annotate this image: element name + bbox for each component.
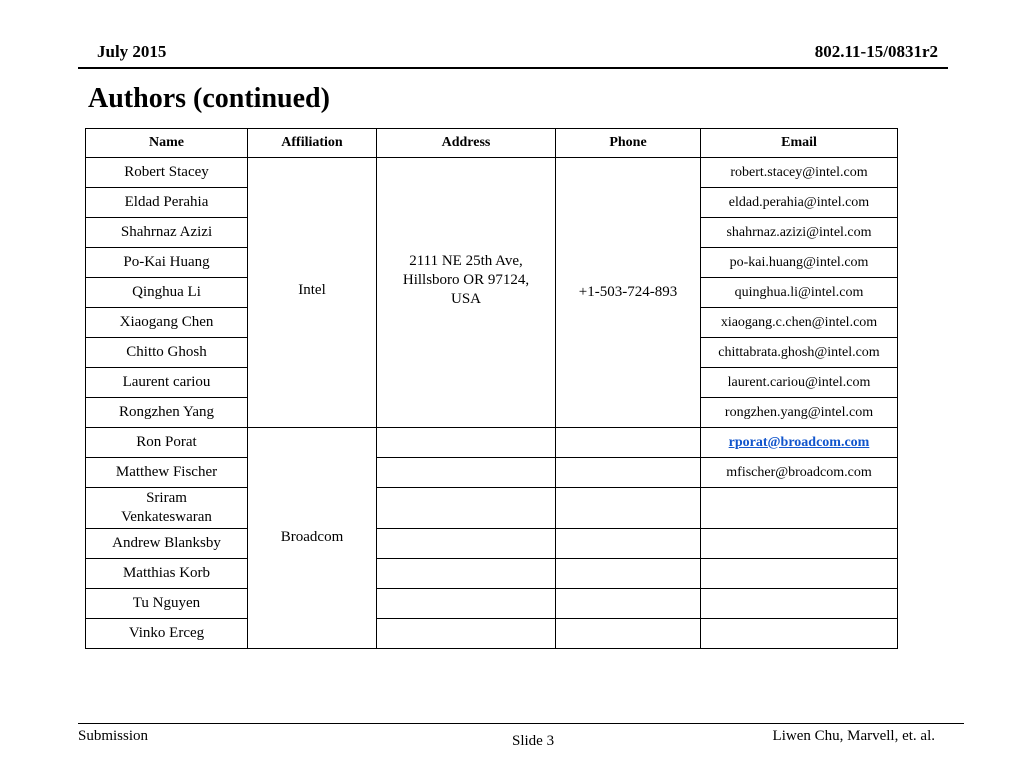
author-name: Qinghua Li (86, 278, 248, 308)
author-name: Matthias Korb (86, 559, 248, 589)
address-cell (377, 488, 556, 529)
author-name: Vinko Erceg (86, 619, 248, 649)
column-header-email: Email (701, 129, 898, 158)
table-row (86, 158, 898, 188)
author-name: Po-Kai Huang (86, 248, 248, 278)
author-email (701, 428, 898, 458)
author-name: Rongzhen Yang (86, 398, 248, 428)
table-row (86, 458, 898, 488)
author-email: robert.stacey@intel.com (701, 158, 898, 188)
phone-cell (556, 488, 701, 529)
footer-slide-number: Slide 3 (512, 733, 555, 749)
table-row (86, 488, 898, 529)
header-doc-id: 802.11-15/0831r2 (814, 42, 938, 61)
column-header-name: Name (86, 129, 248, 158)
author-email (701, 619, 898, 649)
address-intel-text: 2111 NE 25th Ave, Hillsboro OR 97124, USA (402, 252, 530, 308)
authors-table (85, 128, 898, 649)
table-row (86, 529, 898, 559)
author-name: Tu Nguyen (86, 589, 248, 619)
author-name-text: Sriram Venkateswaran (121, 489, 212, 525)
column-header-phone: Phone (556, 129, 701, 158)
phone-intel-text: +1-503-724-893 (578, 283, 678, 300)
author-email: chittabrata.ghosh@intel.com (701, 338, 898, 368)
address-cell (377, 458, 556, 488)
address-cell (377, 529, 556, 559)
address-cell (377, 428, 556, 458)
author-email: eldad.perahia@intel.com (701, 188, 898, 218)
author-name: Shahrnaz Azizi (86, 218, 248, 248)
author-email: quinghua.li@intel.com (701, 278, 898, 308)
footer-submission: Submission (78, 728, 149, 744)
column-header-affiliation: Affiliation (248, 129, 377, 158)
phone-cell (556, 458, 701, 488)
author-email (701, 529, 898, 559)
author-email: po-kai.huang@intel.com (701, 248, 898, 278)
author-name: Eldad Perahia (86, 188, 248, 218)
address-intel (377, 158, 556, 428)
phone-cell (556, 428, 701, 458)
affiliation-broadcom (248, 428, 377, 649)
address-cell (377, 589, 556, 619)
author-email: mfischer@broadcom.com (701, 458, 898, 488)
phone-cell (556, 589, 701, 619)
phone-intel (556, 158, 701, 428)
phone-cell (556, 619, 701, 649)
author-email (701, 559, 898, 589)
author-name: Chitto Ghosh (86, 338, 248, 368)
affiliation-intel-label: Intel (298, 281, 326, 298)
email-link[interactable]: rporat@broadcom.com (728, 434, 870, 450)
table-row (86, 589, 898, 619)
author-name (86, 488, 248, 529)
affiliation-broadcom-label: Broadcom (280, 529, 344, 546)
table-row (86, 559, 898, 589)
author-email: xiaogang.c.chen@intel.com (701, 308, 898, 338)
header-divider (78, 67, 948, 69)
author-email: shahrnaz.azizi@intel.com (701, 218, 898, 248)
author-email: rongzhen.yang@intel.com (701, 398, 898, 428)
author-name: Xiaogang Chen (86, 308, 248, 338)
author-name: Laurent cariou (86, 368, 248, 398)
author-name: Andrew Blanksby (86, 529, 248, 559)
author-email: laurent.cariou@intel.com (701, 368, 898, 398)
author-name: Ron Porat (86, 428, 248, 458)
table-row (86, 428, 898, 458)
author-name: Matthew Fischer (86, 458, 248, 488)
table-row (86, 619, 898, 649)
phone-cell (556, 559, 701, 589)
address-cell (377, 619, 556, 649)
author-email (701, 589, 898, 619)
header-date: July 2015 (97, 42, 167, 61)
author-email (701, 488, 898, 529)
phone-cell (556, 529, 701, 559)
author-name: Robert Stacey (86, 158, 248, 188)
address-cell (377, 559, 556, 589)
page-title: Authors (continued) (88, 83, 330, 114)
column-header-address: Address (377, 129, 556, 158)
footer-divider (78, 723, 964, 724)
table-header-row (86, 129, 898, 158)
affiliation-intel (248, 158, 377, 428)
footer-authors: Liwen Chu, Marvell, et. al. (772, 728, 935, 744)
